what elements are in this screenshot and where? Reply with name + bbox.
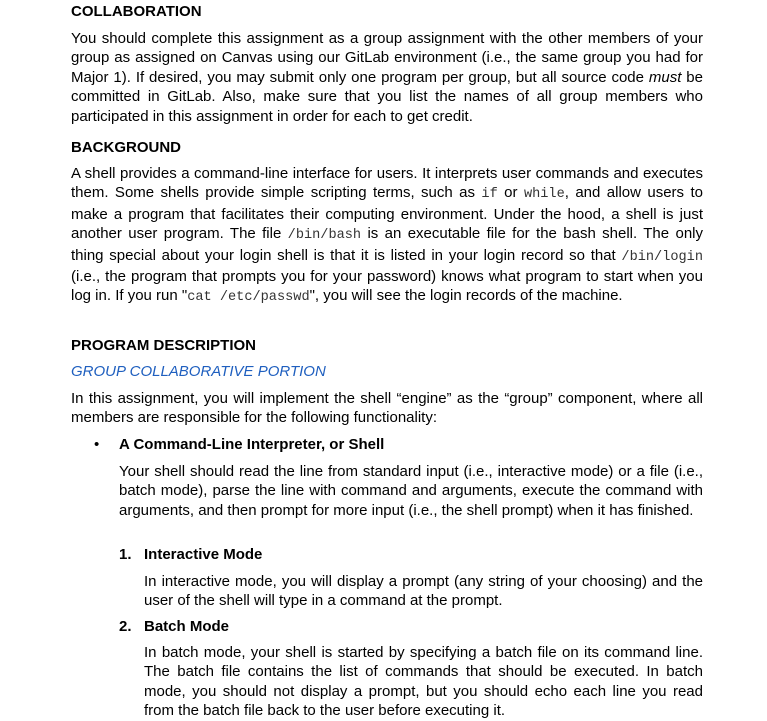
code-while: while [523,187,565,203]
background-paragraph [71,164,703,308]
collaboration-paragraph [71,29,703,126]
batch-mode-title: 2. Batch Mode [119,618,230,635]
background-text-2: or [497,184,524,202]
background-text-5: (i.e., the program that prompts you for your password) knows what program to start when you log in. If you run " [71,268,703,305]
program-heading: PROGRAM DESCRIPTION [71,337,257,354]
shell-item-body: Your shell should read the line from standard input (i.e., interactive mode) or a file (i.e., batch mode), parse the line with command and arguments, execute the command with arguments, and then prompt for more input (i.e., the shell prompt) when it has finished. [119,463,703,519]
code-bin-login: /bin/login [621,249,703,265]
interactive-mode-title: 1. Interactive Mode [119,546,263,563]
program-intro: In this assignment, you will implement the shell “engine” as the “group” component, where all members are responsible for the following functionality: [71,390,703,427]
background-heading: BACKGROUND [71,139,181,156]
background-text-3: , and allow users to make a program that facilitates their computing environment. Under the hood, a shell is just another user program. The file [71,184,703,243]
collaboration-text-1: You should complete this assignment as a group assignment with the other members of your group as assigned on Canvas using our GitLab environment (i.e., the same group you had for Major 1). If desired, you may submit only one program per group, but all source code [71,30,703,86]
background-text-4: is an executable file for the bash shell. The only thing special about your login shell is that it is listed in your login record so that [71,225,703,264]
bullet-marker: • [94,436,100,453]
batch-mode-body: In batch mode, your shell is started by specifying a batch file on its command line. The batch file contains the list of commands that should be executed. In batch mode, you should not display a prompt, but you should echo each line you read from the batch file back to the user before executing it. [144,644,703,720]
interactive-mode-body: In interactive mode, you will display a prompt (any string of your choosing) and the user of the shell will type in a command at the prompt. [144,573,703,610]
shell-bullet-item [71,435,703,454]
group-portion-subheading: GROUP COLLABORATIVE PORTION [71,363,326,380]
shell-item-title: A Command-Line Interpreter, or Shell [119,436,385,453]
code-cat-passwd: cat /etc/passwd [187,290,310,306]
code-if: if [481,187,498,203]
collaboration-text-2: be committed in GitLab. Also, make sure that you list the names of all group members who participated in this assignment in order for each to get credit. [71,68,703,125]
collaboration-emphasis: must [648,68,682,86]
background-text-1: A shell provides a command-line interface for users. It interprets user commands and executes them. Some shells provide simple scripting terms, such as [71,165,703,202]
background-text-6: ", you will see the login records of the machine. [309,287,623,305]
code-bin-bash: /bin/bash [287,228,362,244]
collaboration-heading: COLLABORATION [71,3,202,20]
